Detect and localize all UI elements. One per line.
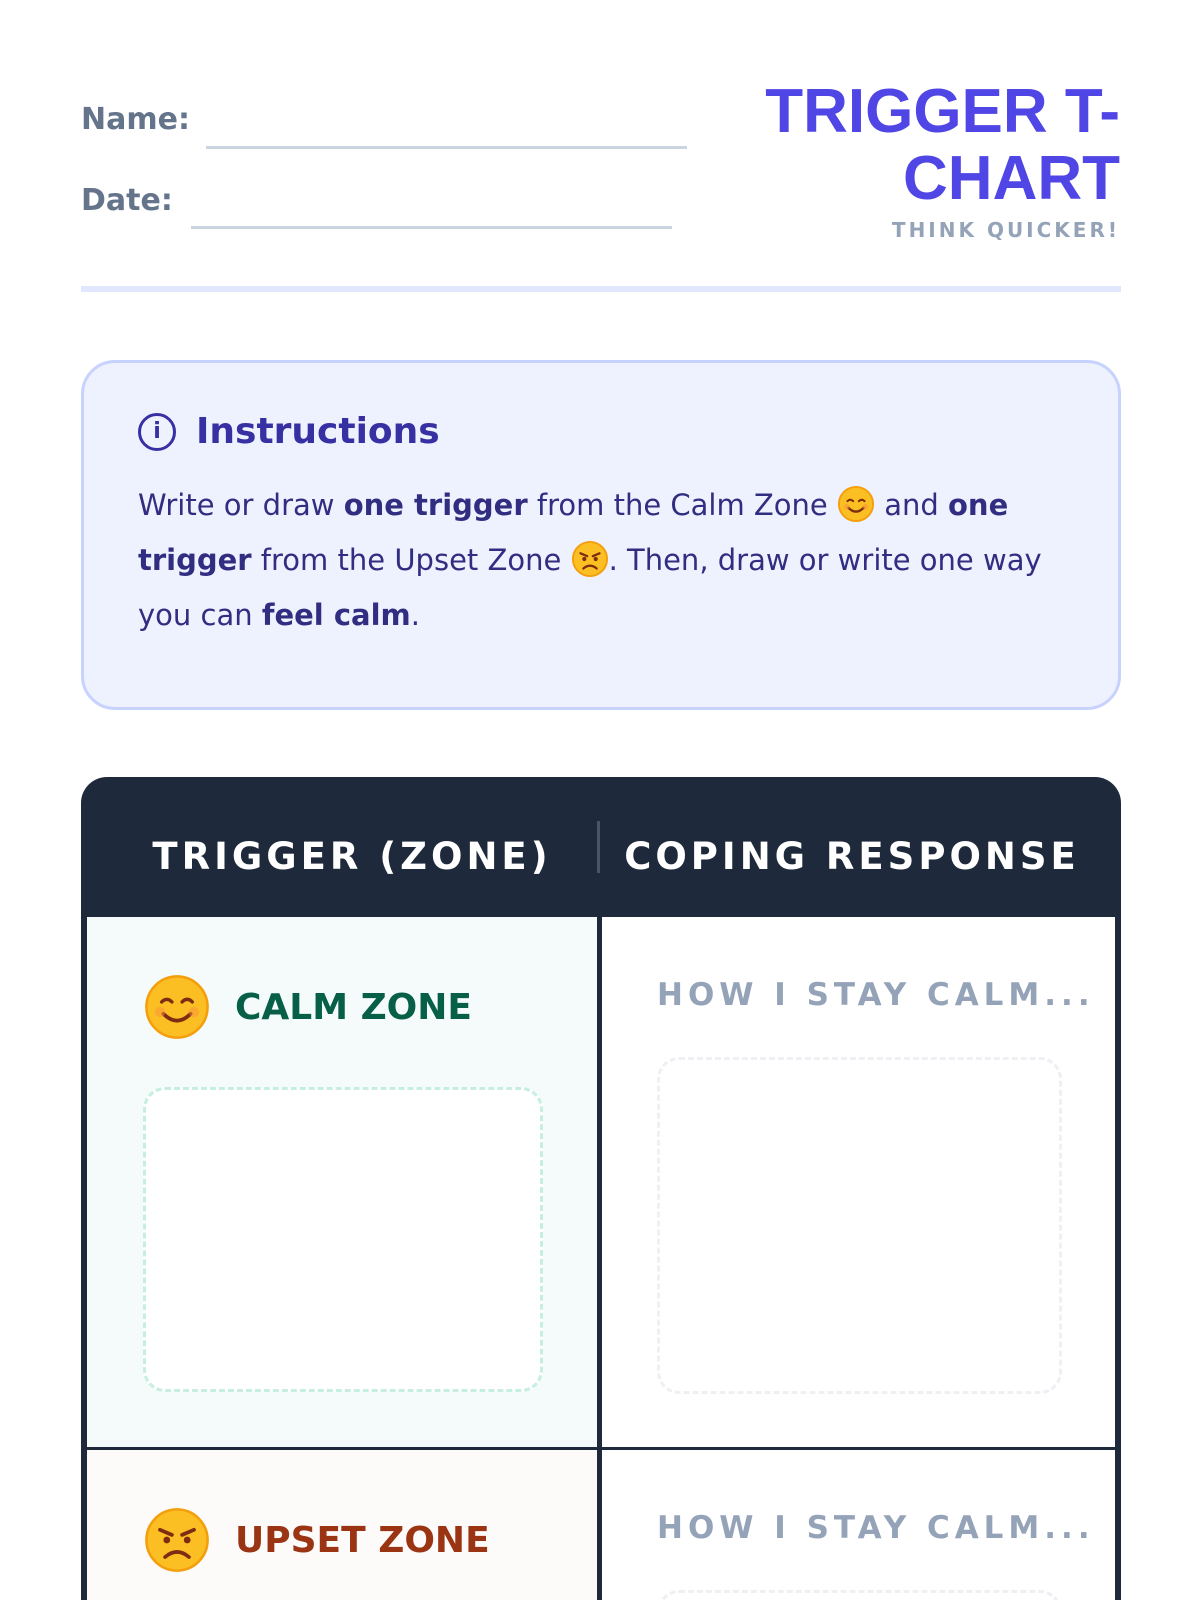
page-subtitle: THINK QUICKER! <box>891 218 1120 242</box>
instructions-text-part: Write or draw <box>138 488 344 522</box>
upset-trigger-cell <box>87 1450 597 1600</box>
header-column-divider <box>597 821 600 873</box>
upset-zone-heading <box>143 1506 490 1574</box>
instructions-text <box>138 478 1078 643</box>
calm-trigger-drawing-area[interactable] <box>143 1087 543 1392</box>
t-chart-table <box>81 777 1121 1600</box>
instructions-bold-text: feel calm <box>261 598 411 632</box>
response-prompt: HOW I STAY CALM... <box>657 1510 1095 1546</box>
column-header-trigger: TRIGGER (ZONE) <box>152 835 552 878</box>
upset-zone-label: UPSET ZONE <box>235 1519 490 1561</box>
smiling-face-icon <box>837 485 875 523</box>
name-label: Name: <box>81 102 190 137</box>
title-line-1: TRIGGER T- <box>765 77 1120 146</box>
instructions-header <box>138 411 1064 452</box>
calm-response-cell <box>602 917 1115 1447</box>
instructions-text-part: from the Calm Zone <box>527 488 837 522</box>
calm-trigger-cell <box>87 917 597 1447</box>
instructions-bold-text: one trigger <box>138 488 1009 577</box>
info-icon: i <box>138 413 176 451</box>
angry-face-icon <box>143 1506 211 1574</box>
date-field[interactable] <box>191 226 672 229</box>
angry-face-icon <box>571 540 609 578</box>
instructions-bold-text: one trigger <box>343 488 528 522</box>
upset-response-cell <box>602 1450 1115 1600</box>
column-header-coping: COPING RESPONSE <box>624 835 1080 878</box>
title-block <box>760 78 1120 242</box>
page-title <box>760 78 1120 212</box>
instructions-text-part: from the Upset Zone <box>251 543 571 577</box>
response-prompt: HOW I STAY CALM... <box>657 977 1095 1013</box>
instructions-box <box>81 360 1121 710</box>
instructions-text-part: and <box>875 488 948 522</box>
header-divider <box>81 286 1121 292</box>
smiling-face-icon <box>143 973 211 1041</box>
date-label: Date: <box>81 183 173 218</box>
name-field[interactable] <box>206 146 687 149</box>
instructions-text-part: . Then, draw or write one way you can <box>138 543 1042 632</box>
calm-zone-heading <box>143 973 472 1041</box>
calm-response-drawing-area[interactable] <box>657 1057 1062 1394</box>
instructions-text-part: . <box>410 598 420 632</box>
calm-zone-label: CALM ZONE <box>235 986 473 1028</box>
instructions-title: Instructions <box>196 411 440 452</box>
upset-response-drawing-area[interactable] <box>657 1590 1062 1600</box>
title-line-2: CHART <box>903 144 1120 213</box>
